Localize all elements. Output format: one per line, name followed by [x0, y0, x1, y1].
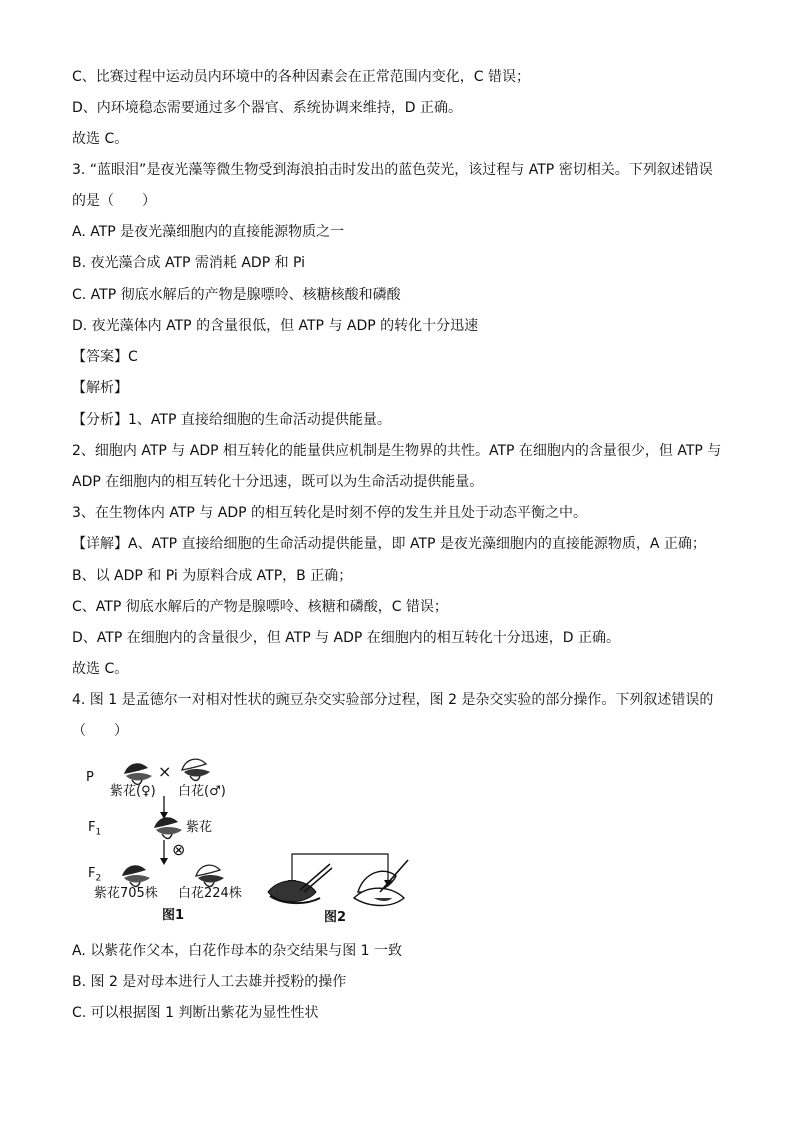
question-4-option-b: B. 图 2 是对母本进行人工去雄并授粉的操作 — [72, 974, 347, 990]
question-4-option-a: A. 以紫花作父本，白花作母本的杂交结果与图 1 一致 — [72, 943, 403, 959]
flower-icon — [154, 817, 182, 838]
question-3-option-d: D. 夜光藻体内 ATP 的含量很低，但 ATP 与 ADP 的转化十分迅速 — [72, 318, 479, 334]
flower-icon — [182, 759, 210, 780]
p-female-label: 紫花(♀) — [110, 784, 156, 799]
generation-f1-label: $F_1$ — [88, 820, 102, 838]
f1-purple-label: 紫花 — [186, 820, 213, 835]
generation-f2-label: $F_2$ — [88, 866, 102, 884]
generation-p-label: P — [86, 770, 94, 785]
cross-symbol: × — [158, 762, 172, 781]
f2-white-count: 白花224株 — [178, 886, 242, 901]
figure-1-caption: 图1 — [162, 908, 185, 923]
analysis-line-4: 3、在生物体内 ATP 与 ADP 的相互转化是时刻不停的发生并且处于动态平衡之中。 — [72, 505, 587, 521]
figure-drawing — [84, 752, 424, 930]
question-3-stem-line-2: 的是（ ） — [72, 193, 156, 209]
pollination-drawing — [268, 854, 408, 906]
question-4-stem-line-1: 4. 图 1 是孟德尔一对相对性状的豌豆杂交实验部分过程，图 2 是杂交实验的部分操作。下列叙述错误的 — [72, 692, 714, 708]
f2-purple-count: 紫花705株 — [94, 886, 158, 901]
pea-cross-figure — [84, 752, 424, 930]
analysis-line-2: 2、细胞内 ATP 与 ADP 相互转化的能量供应机制是生物界的共性。ATP 在细胞内的含量很少，但 ATP 与 — [72, 443, 722, 459]
detail-line-3: C、ATP 彻底水解后的产物是腺嘌呤、核糖和磷酸，C 错误； — [72, 599, 448, 615]
analysis-label: 【解析】 — [72, 380, 128, 396]
text-line-3: 故选 C。 — [72, 131, 129, 147]
text-line-1: C、比赛过程中运动员内环境中的各种因素会在正常范围内变化，C 错误； — [72, 69, 530, 85]
answer-label: 【答案】C — [72, 349, 138, 365]
detail-line-1: 【详解】A、ATP 直接给细胞的生命活动提供能量，即 ATP 是夜光藻细胞内的直接能源物质，A 正确； — [72, 536, 706, 552]
question-3-option-a: A. ATP 是夜光藻细胞内的直接能源物质之一 — [72, 224, 345, 240]
flower-icon — [124, 763, 152, 784]
question-4-stem-line-2: （ ） — [72, 723, 128, 739]
self-pollination-symbol: ⊗ — [172, 840, 186, 859]
detail-line-5: 故选 C。 — [72, 661, 129, 677]
flower-icon — [122, 865, 150, 886]
flower-icon — [196, 865, 224, 886]
p-male-label: 白花(♂) — [178, 784, 226, 799]
question-3-option-b: B. 夜光藻合成 ATP 需消耗 ADP 和 Pi — [72, 255, 306, 271]
question-3-option-c: C. ATP 彻底水解后的产物是腺嘌呤、核糖核酸和磷酸 — [72, 287, 401, 303]
question-3-stem-line-1: 3. “蓝眼泪”是夜光藻等微生物受到海浪拍击时发出的蓝色荧光，该过程与 ATP 密切相关。下列叙述错误 — [72, 162, 713, 178]
question-4-option-c: C. 可以根据图 1 判断出紫花为显性性状 — [72, 1005, 319, 1021]
detail-line-2: B、以 ADP 和 Pi 为原料合成 ATP，B 正确； — [72, 568, 353, 584]
text-line-2: D、内环境稳态需要通过多个器官、系统协调来维持，D 正确。 — [72, 100, 463, 116]
detail-line-4: D、ATP 在细胞内的含量很少，但 ATP 与 ADP 在细胞内的相互转化十分迅速，D 正确。 — [72, 630, 621, 646]
analysis-line-1: 【分析】1、ATP 直接给细胞的生命活动提供能量。 — [72, 412, 391, 428]
analysis-line-3: ADP 在细胞内的相互转化十分迅速，既可以为生命活动提供能量。 — [72, 474, 484, 490]
figure-2-caption: 图2 — [324, 910, 347, 925]
